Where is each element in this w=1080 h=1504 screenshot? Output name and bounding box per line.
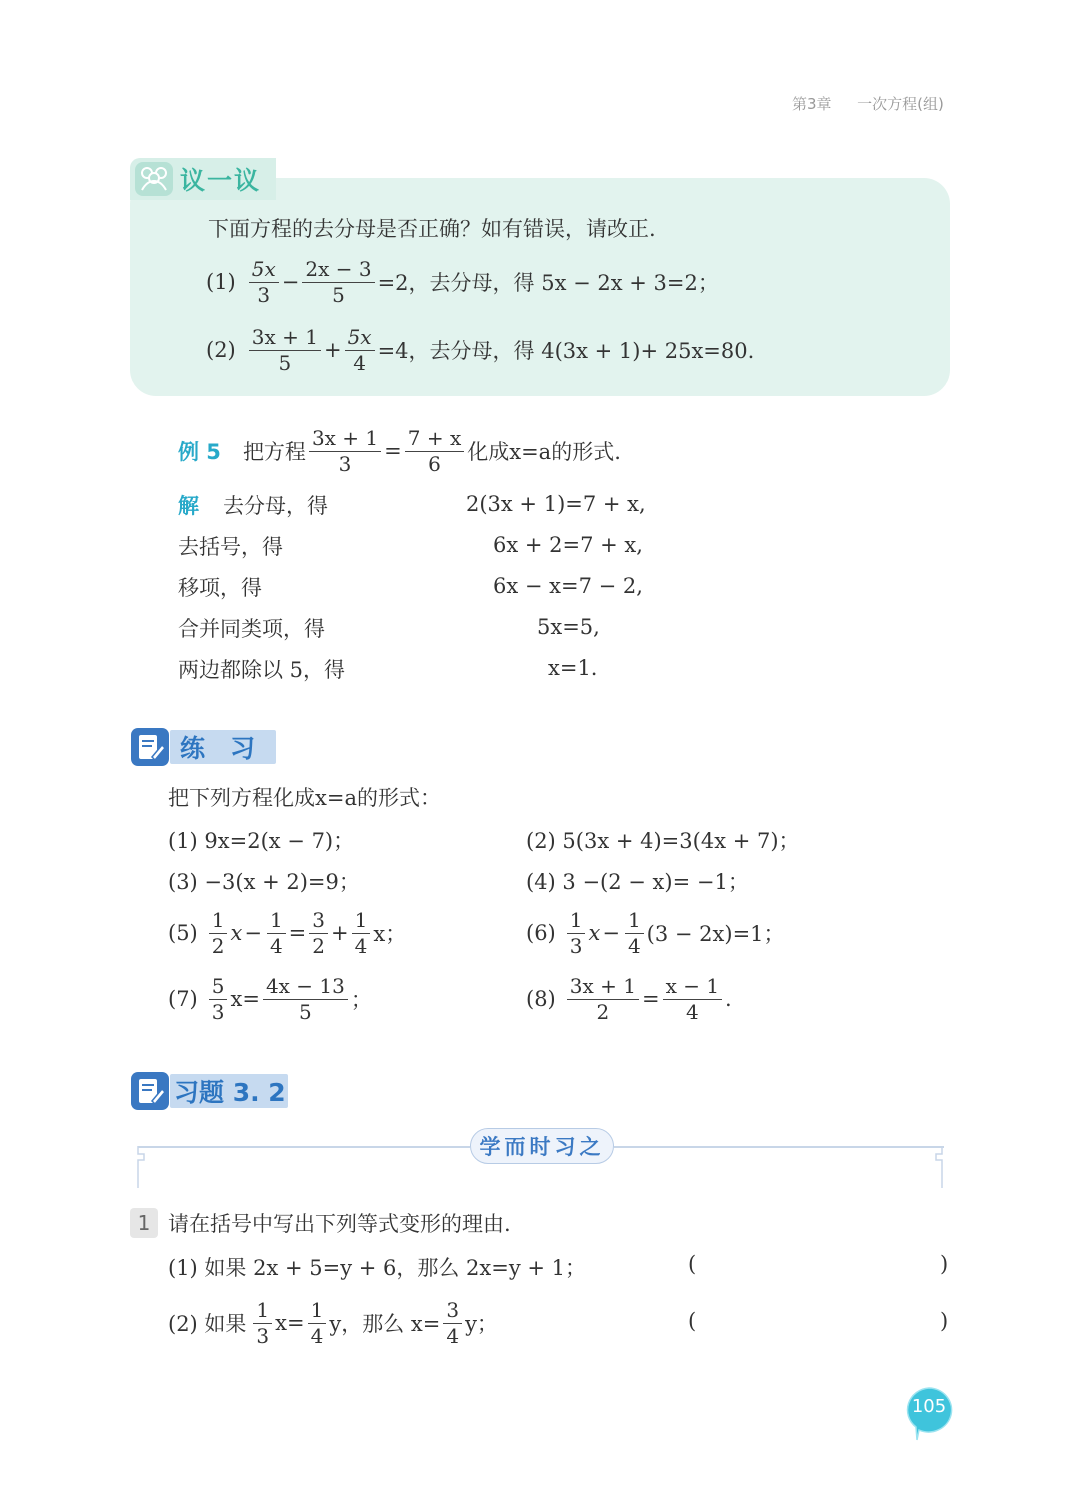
- fraction: $\frac{1}{4}$: [352, 909, 371, 957]
- practice-prompt: 把下列方程化成x=a的形式：: [168, 786, 441, 810]
- solution-step: 移项，得: [178, 576, 262, 600]
- fraction: $\frac{1}{3}$: [253, 1299, 272, 1347]
- fraction: $\frac{3x + 1}{2}$: [567, 975, 639, 1023]
- fraction: $\frac{1}{2}$: [209, 909, 228, 957]
- practice-title: 练 习: [180, 734, 256, 763]
- pencil-note-icon: [130, 727, 170, 767]
- pencil-note-icon: [130, 1071, 170, 1111]
- question-text: 请在括号中写出下列等式变形的理由.: [168, 1212, 511, 1236]
- practice-item-7: (7) $\frac{5}{3}$ x= $\frac{4x - 13}{5}$ ；: [168, 974, 372, 1024]
- fraction: $\frac{2x - 3}{5}$: [302, 258, 374, 306]
- fraction: $\frac{5x}{3}$: [249, 258, 279, 306]
- fraction: $\frac{1}{4}$: [625, 909, 644, 957]
- discuss-item-1: (1) $\frac{5x}{3}$ − $\frac{2x - 3}{5}$ =2，去分母，得 5x − 2x + 3=2；: [206, 257, 719, 307]
- discuss-title: 议一议: [180, 166, 262, 195]
- solution-step: 去括号，得: [178, 535, 283, 559]
- fraction: $\frac{5}{3}$: [209, 975, 228, 1023]
- corner-ornament: [130, 1146, 150, 1188]
- fraction: $\frac{3x + 1}{3}$: [309, 427, 381, 475]
- fraction: $\frac{3}{2}$: [309, 909, 328, 957]
- fraction: $\frac{x - 1}{4}$: [663, 975, 722, 1023]
- example-5: 例 5 把方程 $\frac{3x + 1}{3}$ = $\frac{7 + x}{6}$ 化成x=a的形式.: [178, 426, 621, 476]
- divider-line: [614, 1146, 944, 1148]
- example-label: 例 5: [178, 440, 221, 464]
- fraction: $\frac{3x + 1}{5}$: [249, 326, 321, 374]
- answer-paren-close: ): [940, 1309, 949, 1333]
- discuss-prompt: 下面方程的去分母是否正确？如有错误，请改正.: [208, 217, 656, 241]
- solution-equation: 5x=5,: [537, 615, 600, 639]
- answer-paren-open: (: [688, 1252, 697, 1276]
- page-number: 105: [911, 1396, 947, 1417]
- chapter-title: 一次方程(组): [857, 95, 944, 113]
- solution-equation: 2(3x + 1)=7 + x,: [466, 492, 646, 516]
- fraction: $\frac{1}{3}$: [567, 909, 586, 957]
- solve-label: 解: [178, 494, 199, 518]
- question-item-2: (2) 如果 $\frac{1}{3}$ x= $\frac{1}{4}$ y，那么 x= $\frac{3}{4}$ y；: [168, 1298, 498, 1348]
- fraction: $\frac{1}{4}$: [267, 909, 286, 957]
- fraction: $\frac{5x}{4}$: [345, 326, 375, 374]
- discuss-item-2: (2) $\frac{3x + 1}{5}$ + $\frac{5x}{4}$ =4，去分母，得 4(3x + 1)+ 25x=80.: [206, 325, 755, 375]
- question-item-1: (1) 如果 2x + 5=y + 6，那么 2x=y + 1；: [168, 1256, 587, 1280]
- solution-equation: 6x − x=7 − 2,: [493, 574, 643, 598]
- practice-item-1: (1) 9x=2(x − 7)；: [168, 829, 355, 853]
- fraction: $\frac{7 + x}{6}$: [405, 427, 464, 475]
- practice-header: [130, 728, 276, 766]
- exercise-header: [130, 1072, 288, 1110]
- solution-equation: x=1.: [548, 656, 598, 680]
- solution-step: 解 去分母，得: [178, 490, 328, 520]
- fraction: $\frac{1}{4}$: [308, 1299, 327, 1347]
- practice-item-2: (2) 5(3x + 4)=3(4x + 7)；: [526, 829, 800, 853]
- answer-paren-close: ): [940, 1252, 949, 1276]
- divider-line: [138, 1146, 470, 1148]
- exercise-title: 习题 3. 2: [174, 1078, 286, 1107]
- question-number: 1: [130, 1208, 158, 1238]
- fraction: $\frac{4x - 13}{5}$: [263, 975, 348, 1023]
- fraction: $\frac{3}{4}$: [443, 1299, 462, 1347]
- practice-item-6: (6) $\frac{1}{3}$ x − $\frac{1}{4}$ (3 − 2x)=1；: [526, 908, 785, 958]
- people-icon: [134, 161, 174, 197]
- discuss-tab: [130, 158, 276, 200]
- practice-item-5: (5) $\frac{1}{2}$ x − $\frac{1}{4}$ = $\frac{3}{2}$ + $\frac{1}{4}$ x；: [168, 908, 407, 958]
- answer-paren-open: (: [688, 1309, 697, 1333]
- practice-item-3: (3) −3(x + 2)=9；: [168, 870, 360, 894]
- practice-item-8: (8) $\frac{3x + 1}{2}$ = $\frac{x - 1}{4}$ .: [526, 974, 732, 1024]
- solution-step: 两边都除以 5，得: [178, 658, 346, 682]
- solution-step: 合并同类项，得: [178, 617, 325, 641]
- practice-item-4: (4) 3 −(2 − x)= −1；: [526, 870, 749, 894]
- solution-equation: 6x + 2=7 + x,: [493, 533, 643, 557]
- running-header: [792, 93, 944, 114]
- learning-badge: 学而时习之: [470, 1128, 614, 1164]
- chapter-number: 第3章: [792, 95, 832, 113]
- corner-ornament: [930, 1146, 950, 1188]
